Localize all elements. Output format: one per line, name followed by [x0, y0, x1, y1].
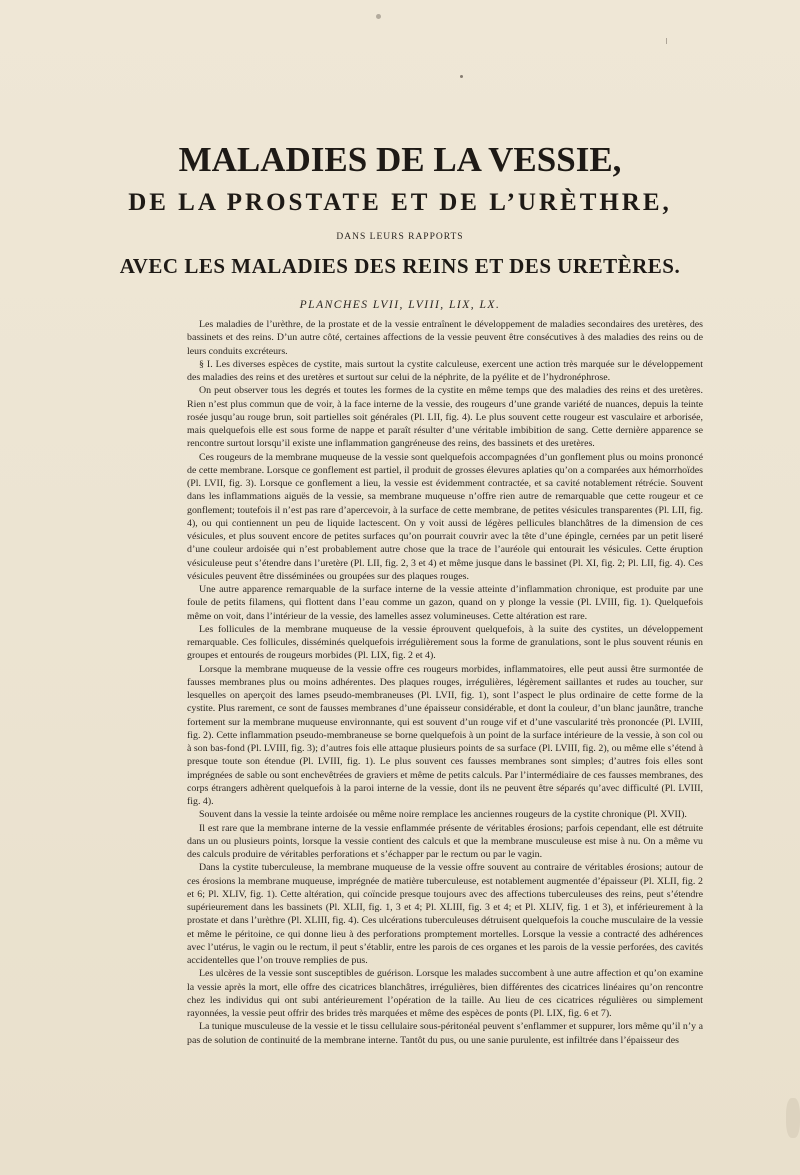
- paragraph: Dans la cystite tuberculeuse, la membrane muqueuse de la vessie offre souvent au contraire de véritables érosions; autour de ces érosions la membrane muqueuse, imprégnée de matière tuberculeuse, est notablement augmentée d’épaisseur (Pl. XLII, fig. 2 et 6; Pl. XLIV, fig. 1). Cette altération, qui coïncide presque toujours avec des affections tuberculeuses des reins, peut s’étendre supérieurement dans les bassinets (Pl. XLII, fig. 1, 3 et 4; Pl. XLIII, fig. 3 et 4; et Pl. XLIV, fig. 1 et 3), et inférieurement à la prostate et dans l’urèthre (Pl. XLIII, fig. 4). Ces ulcérations tuberculeuses détruisent quelquefois la couche musculaire de la vessie et même le péritoine, ce qui donne lieu à des perforations promptement mortelles. Lorsque la vessie a contracté des adhérences avec l’utérus, le vagin ou le rectum, il peut s’établir, entre les parois de ces organes et les parois de la vessie perforées, des cavités accidentelles que l’on trouve remplies de pus.: [187, 862, 703, 966]
- paragraph: Il est rare que la membrane interne de la vessie enflammée présente de véritables érosions; parfois cependant, elle est détruite dans un ou plusieurs points, lorsque la vessie contient des calculs et que la membrane musculeuse est mise à nu. On a même vu des calculs produire de véritables perforations et s’échapper par le rectum ou par le vagin.: [187, 822, 703, 860]
- subtitle: DE LA PROSTATE ET DE L’URÈTHRE,: [128, 189, 672, 216]
- body-text: [187, 318, 703, 1047]
- title-block: [0, 140, 800, 311]
- paragraph: Les ulcères de la vessie sont susceptibles de guérison. Lorsque les malades succombent à une autre affection et qu’on examine la vessie après la mort, elle offre des cicatrices blanchâtres, irrégulières, bien différentes des cicatrices linéaires qu’on rencontre chez les individus qui ont subi antérieurement l’opération de la taille. Au lieu de ces cicatrices régulières ou simplement rayonnées, la vessie peut offrir des brides très marquées et même des espèces de ponts (Pl. LIX, fig. 6 et 7).: [187, 968, 703, 1019]
- paper-speck: [460, 75, 463, 78]
- paragraph: Lorsque la membrane muqueuse de la vessie offre ces rougeurs morbides, inflammatoires, elle peut aussi être surmontée de fausses membranes plus ou moins adhérentes. Des plaques rouges, irrégulières, légèrement saillantes et rudes au toucher, sur lesquelles on aperçoit des lames pseudo-membraneuses (Pl. LVII, fig. 1), sont l’aspect le plus ordinaire de cette forme de la cystite. Plus rarement, ce sont de fausses membranes d’une épaisseur considérable, et dont la couleur, d’un blanc jaunâtre, tranche fortement sur la membrane muqueuse environnante, qui est souvent d’un rouge vif et d’une vascularité très prononcée (Pl. LVIII, fig. 2). Cette inflammation pseudo-membraneuse se borne quelquefois à un point de la surface intérieure de la vessie, à son col ou à son bas-fond (Pl. LVIII, fig. 3); d’autres fois elle attaque plusieurs points de sa surface (Pl. LVIII, fig. 2), ou même elle s’étend à presque toute son étendue (Pl. LVIII, fig. 1). Le plus souvent ces fausses membranes sont simples; d’autres fois elles sont imprégnées de sable ou sont enchevêtrées de graviers et même de petits calculs. Par l’intermédiaire de ces fausses membranes, des corps étrangers adhèrent quelquefois à la paroi interne de la vessie, dont ils ne peuvent être séparés qu’avec difficulté (Pl. LVIII, fig. 4).: [187, 663, 703, 807]
- main-title: MALADIES DE LA VESSIE,: [178, 140, 622, 179]
- paragraph: Une autre apparence remarquable de la surface interne de la vessie atteinte d’inflammation chronique, est produite par une foule de petits filamens, qui flottent dans l’eau comme un gazon, quand on y plonge la vessie (Pl. LVIII, fig. 1). Quelquefois même on voit, dans l’intérieur de la vessie, des lamelles assez volumineuses. Cette altération est rare.: [187, 584, 703, 622]
- paragraph: Ces rougeurs de la membrane muqueuse de la vessie sont quelquefois accompagnées d’un gonflement plus ou moins prononcé de cette membrane. Lorsque ce gonflement est partiel, il produit de grosses élevures aplaties qu’on a comparées aux hémorrhoïdes (Pl. LVII, fig. 3). Lorsque ce gonflement a lieu, la vessie est évidemment contractée, et sa cavité notablement rétrécie. Souvent dans les inflammations aiguës de la vessie, sa membrane muqueuse n’offre rien autre de remarquable que cette rougeur et ce gonflement; toutefois il n’est pas rare d’apercevoir, à la surface de cette membrane, de petites vésicules transparentes (Pl. LII, fig. 4), ou qui contiennent un peu de liquide lactescent. On y voit aussi de légères pellicules blanchâtres de la dimension de ces vésicules, et plus souvent encore de petites surfaces qu’on pourrait couvrir avec la tête d’une épingle, cernées par un petit liseré d’une couleur ardoisée qui n’est probablement autre chose que la trace de l’auréole qui entourait les vésicules. Cette éruption vésiculeuse peut s’étendre dans l’uretère (Pl. LII, fig. 2, 3 et 4) et même jusque dans le bassinet (Pl. XI, fig. 2; Pl. LII, fig. 4). Ces vésicules peuvent être disséminées ou groupées sur des plaques rouges.: [187, 451, 703, 582]
- paragraph: Les maladies de l’urèthre, de la prostate et de la vessie entraînent le développement de maladies secondaires des uretères, des bassinets et des reins. D’un autre côté, certaines affections de la vessie peuvent être consécutives à des maladies des reins ou de leurs conduits excréteurs.: [187, 319, 703, 357]
- paragraph: Les follicules de la membrane muqueuse de la vessie éprouvent quelquefois, à la suite des cystites, un développement remarquable. Ces follicules, disséminés quelquefois irrégulièrement sous la forme de granulations, sont le plus souvent réunis en groupes et entourés de rougeurs morbides (Pl. LIX, fig. 2 et 4).: [187, 623, 703, 662]
- paper-speck: [666, 38, 667, 44]
- paper-speck: [376, 14, 381, 19]
- plates-reference: PLANCHES LVII, LVIII, LIX, LX.: [299, 299, 501, 311]
- paragraph: Souvent dans la vessie la teinte ardoisée ou même noire remplace les anciennes rougeurs de la cystite chronique (Pl. XVII).: [199, 809, 687, 821]
- paper-speck: [786, 1098, 800, 1138]
- subtitle-second: AVEC LES MALADIES DES REINS ET DES URETÈRES.: [119, 254, 681, 278]
- paragraph: On peut observer tous les degrés et toutes les formes de la cystite en même temps que des maladies des reins et des uretères. Rien n’est plus commun que de voir, à la face interne de la vessie, des rougeurs d’une grande variété de nuances, depuis la teinte rosée jusqu’au rouge brun, soit partielles soit générales (Pl. LII, fig. 4). Le plus souvent cette rougeur est vasculaire et arborisée, mais quelquefois elle est sous forme de nappe et paraît résulter d’une véritable imbibition de sang. Cette dernière apparence se rencontre surtout lorsqu’il existe une inflammation gangréneuse des reins, des bassinets et des uretères.: [187, 385, 703, 450]
- paragraph: La tunique musculeuse de la vessie et le tissu cellulaire sous-péritonéal peuvent s’enflammer et suppurer, lors même qu’il n’y a pas de solution de continuité de la membrane interne. Tantôt du pus, ou une sanie purulente, est infiltrée dans l’épaisseur des: [187, 1021, 703, 1046]
- connector-line: DANS LEURS RAPPORTS: [336, 232, 464, 242]
- paragraph: § I. Les diverses espèces de cystite, mais surtout la cystite calculeuse, exercent une action très marquée sur le développement des maladies des reins et des uretères et surtout sur celui de la néphrite, de la pyélite et de l’hydronéphrose.: [187, 358, 703, 383]
